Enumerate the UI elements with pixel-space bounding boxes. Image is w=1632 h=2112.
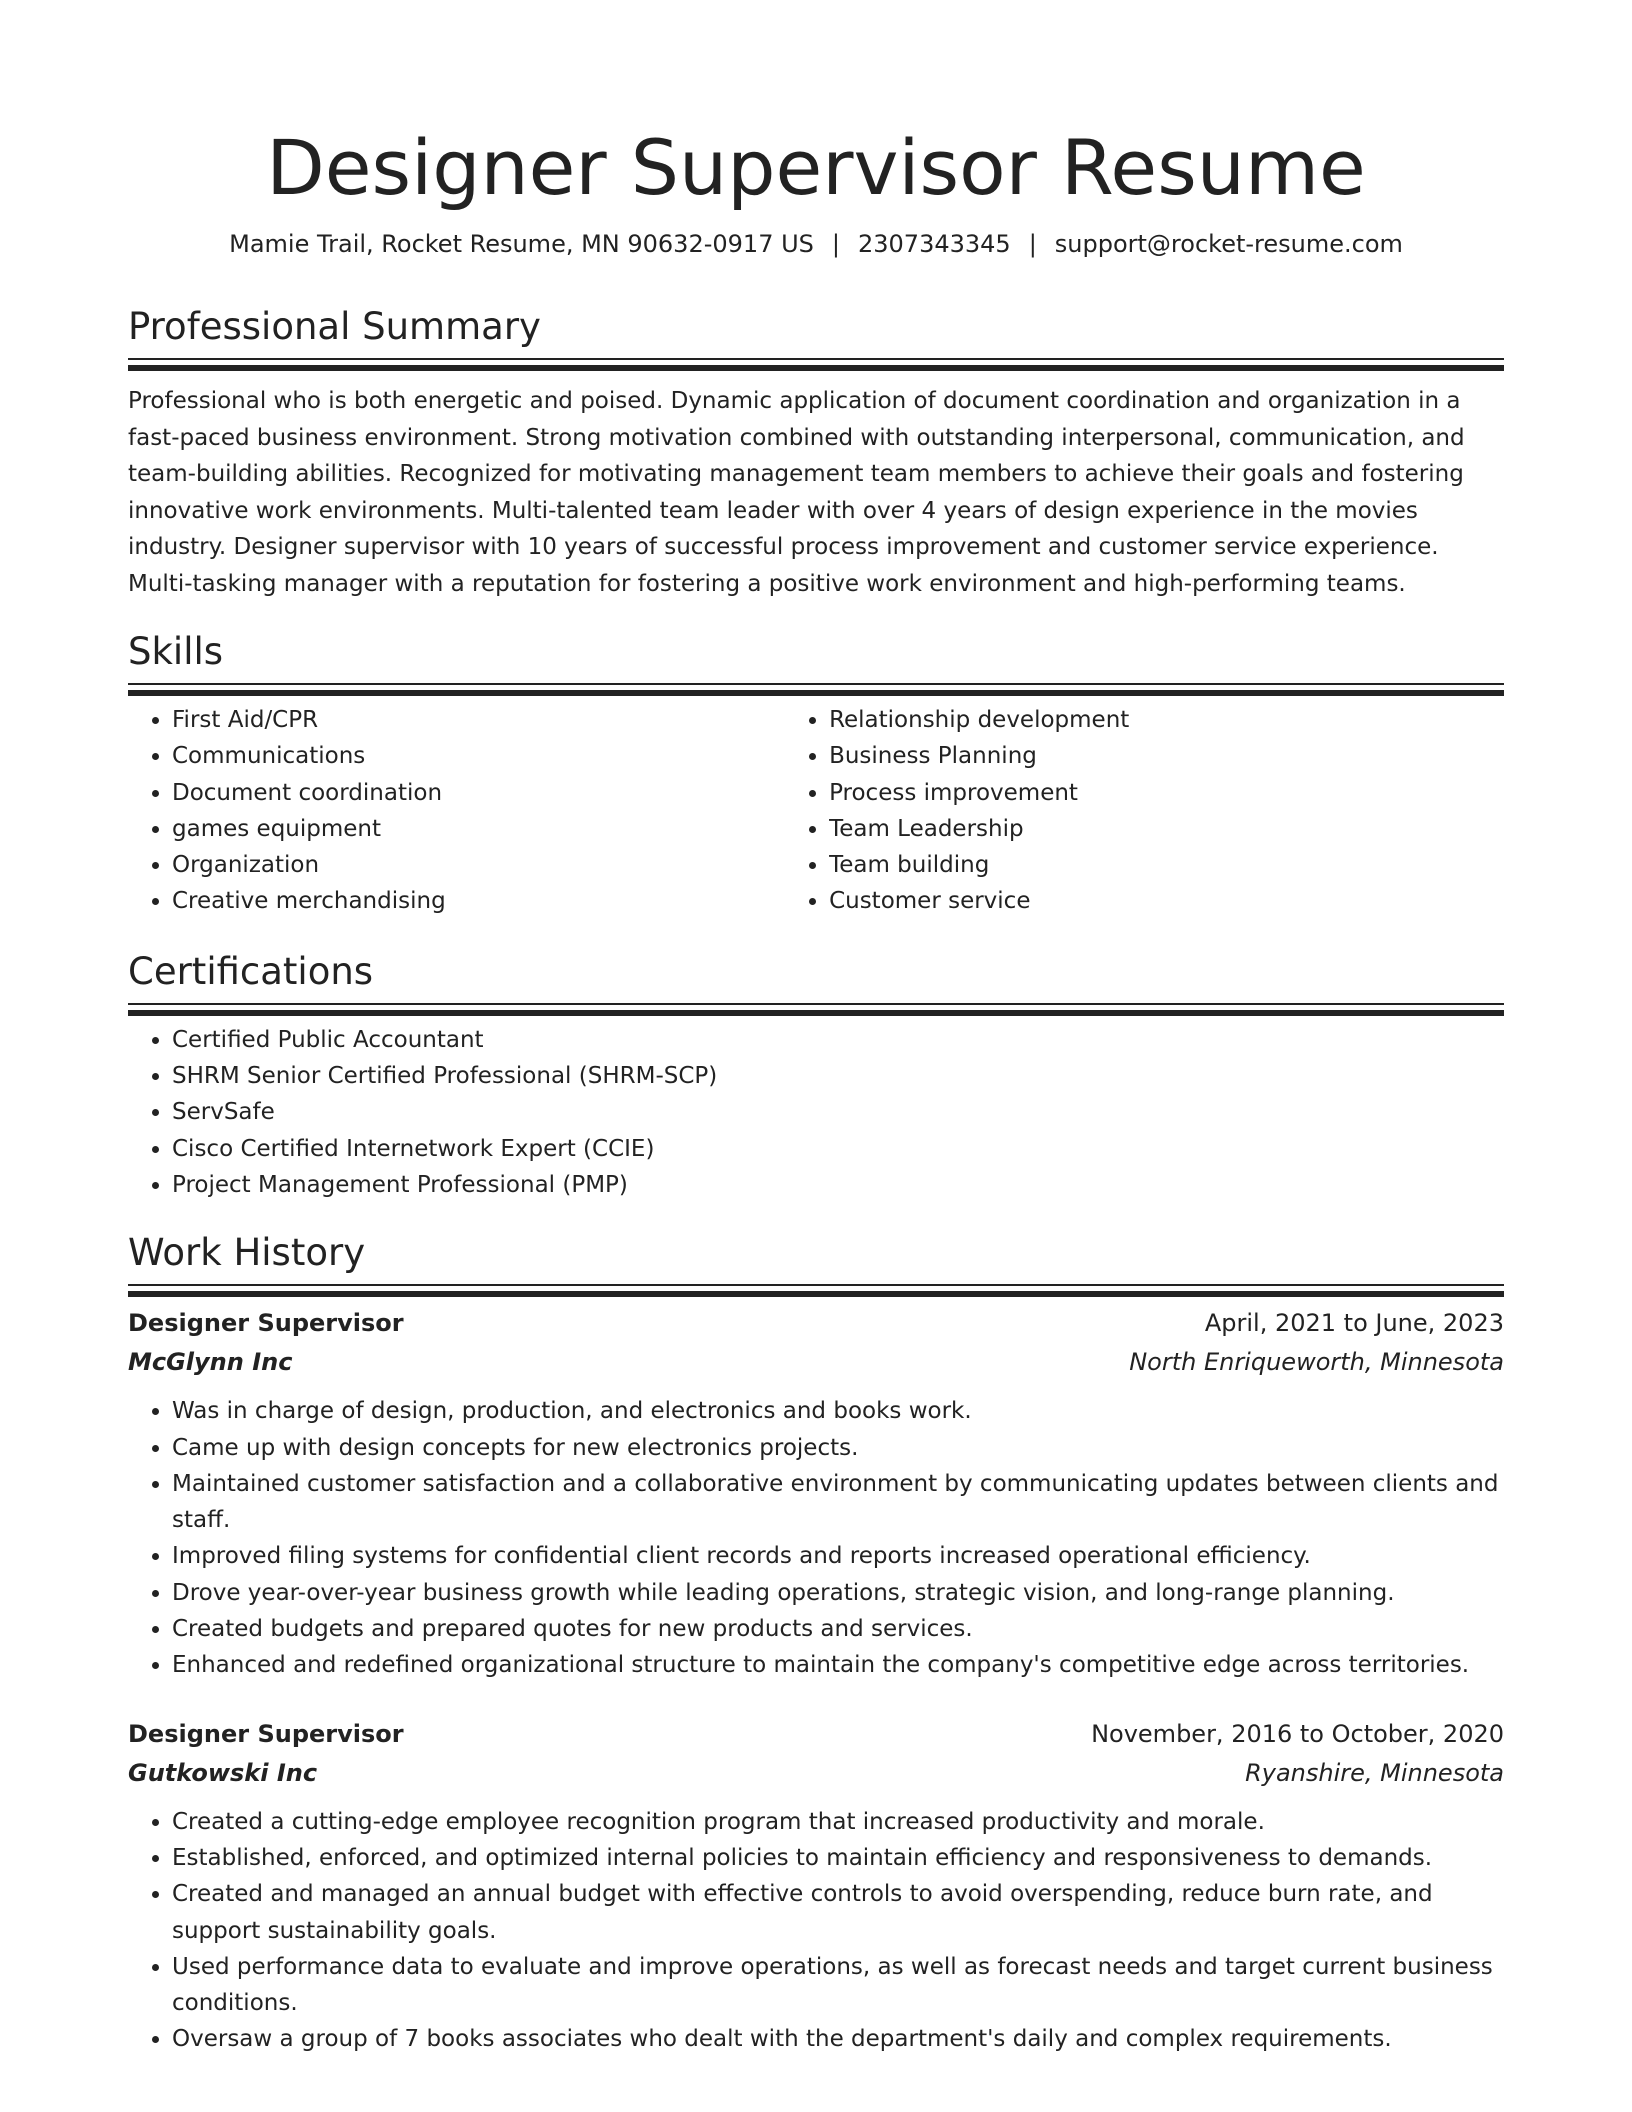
resume-page — [128, 0, 1504, 2058]
certification-item: • Project Management Professional (PMP) — [172, 1167, 1504, 1203]
job-subheader — [128, 1343, 1504, 1382]
job-subheader — [128, 1754, 1504, 1793]
skill-item: • Business Planning — [829, 738, 1504, 774]
contact-address: Mamie Trail, Rocket Resume, MN 90632-0917 US — [229, 230, 814, 258]
job-header — [128, 1304, 1504, 1343]
contact-phone: 2307343345 — [857, 230, 1011, 258]
summary-section — [128, 302, 1504, 602]
section-divider — [128, 683, 1504, 685]
skill-item: • Team Leadership — [829, 811, 1504, 847]
summary-text: Professional who is both energetic and poised. Dynamic application of document coordination and organization in a fast-paced business environment. Strong motivation combined with outstanding interpersonal, communication, and team-building abilities. Recognized for motivating management team members to achieve their goals and fostering innovative work environments. Multi-talented team leader with over 4 years of design experience in the movies industry. Designer supervisor with 10 years of successful process improvement and customer service experience. Multi-tasking manager with a reputation for fostering a positive work environment and high-performing teams. — [128, 388, 1465, 597]
skill-item: • Document coordination — [172, 775, 785, 811]
job-bullet: • Created budgets and prepared quotes for new products and services. — [172, 1611, 1504, 1647]
job-location: Ryanshire, Minnesota — [1245, 1758, 1504, 1787]
certification-item: • Certified Public Accountant — [172, 1022, 1504, 1058]
certifications-list — [128, 1022, 1504, 1203]
skill-item: • Creative merchandising — [172, 883, 785, 919]
job-bullet: • Created and managed an annual budget with effective controls to avoid overspending, reduce burn rate, and support sustainability goals. — [172, 1876, 1504, 1949]
job-title: Designer Supervisor — [128, 1309, 404, 1338]
job-location: North Enriqueworth, Minnesota — [1129, 1348, 1504, 1377]
certification-item: • SHRM Senior Certified Professional (SHRM-SCP) — [172, 1058, 1504, 1094]
section-divider — [128, 358, 1504, 360]
job-bullet: • Established, enforced, and optimized internal policies to maintain efficiency and responsiveness to demands. — [172, 1840, 1504, 1876]
skill-item: • First Aid/CPR — [172, 702, 785, 738]
section-divider — [128, 1003, 1504, 1005]
skill-item: • Customer service — [829, 883, 1504, 919]
job-entry — [128, 1304, 1504, 1683]
job-bullet: • Maintained customer satisfaction and a collaborative environment by communicating updates between clients and staff. — [172, 1466, 1504, 1539]
certifications-section — [128, 947, 1504, 1203]
job-title: Designer Supervisor — [128, 1719, 404, 1748]
contact-line — [128, 226, 1504, 262]
job-bullet: • Enhanced and redefined organizational structure to maintain the company's competitive edge across territories. — [172, 1647, 1504, 1683]
certification-item: • Cisco Certified Internetwork Expert (CCIE) — [172, 1131, 1504, 1167]
skill-item: • Process improvement — [829, 775, 1504, 811]
job-bullet: • Came up with design concepts for new electronics projects. — [172, 1430, 1504, 1466]
skill-item: • Communications — [172, 738, 785, 774]
job-bullets — [128, 1393, 1504, 1683]
skills-columns — [128, 702, 1504, 920]
job-bullet: • Used performance data to evaluate and improve operations, as well as forecast needs and target current business conditions. — [172, 1949, 1504, 2022]
skills-section — [128, 627, 1504, 920]
contact-separator: | — [1028, 230, 1037, 258]
skills-list-left — [128, 702, 785, 920]
job-bullets — [128, 1804, 1504, 2058]
contact-email: support@rocket-resume.com — [1054, 230, 1403, 258]
skills-list-right — [785, 702, 1504, 920]
work-history-section — [128, 1228, 1504, 2057]
summary-heading: Professional Summary — [128, 305, 541, 348]
skill-item: • games equipment — [172, 811, 785, 847]
resume-title: Designer Supervisor Resume — [266, 123, 1366, 212]
certification-item: • ServSafe — [172, 1094, 1504, 1130]
job-dates: April, 2021 to June, 2023 — [1204, 1309, 1504, 1338]
work-history-heading: Work History — [128, 1231, 366, 1275]
skill-item: • Organization — [172, 847, 785, 883]
job-bullet: • Was in charge of design, production, and electronics and books work. — [172, 1393, 1504, 1429]
skill-item: • Team building — [829, 847, 1504, 883]
job-header — [128, 1715, 1504, 1754]
skill-item: • Relationship development — [829, 702, 1504, 738]
job-bullet: • Oversaw a group of 7 books associates who dealt with the department's daily and complex requirements. — [172, 2021, 1504, 2057]
job-company: McGlynn Inc — [128, 1348, 293, 1377]
certifications-heading: Certifications — [128, 949, 374, 993]
section-divider — [128, 1284, 1504, 1286]
job-bullet: • Drove year-over-year business growth while leading operations, strategic vision, and long-range planning. — [172, 1575, 1504, 1611]
job-dates: November, 2016 to October, 2020 — [1091, 1719, 1504, 1748]
skills-heading: Skills — [128, 630, 224, 673]
contact-separator: | — [831, 230, 840, 258]
job-bullet: • Created a cutting-edge employee recognition program that increased productivity and morale. — [172, 1804, 1504, 1840]
job-entry — [128, 1715, 1504, 2058]
job-company: Gutkowski Inc — [128, 1758, 318, 1787]
job-bullet: • Improved filing systems for confidential client records and reports increased operational efficiency. — [172, 1538, 1504, 1574]
